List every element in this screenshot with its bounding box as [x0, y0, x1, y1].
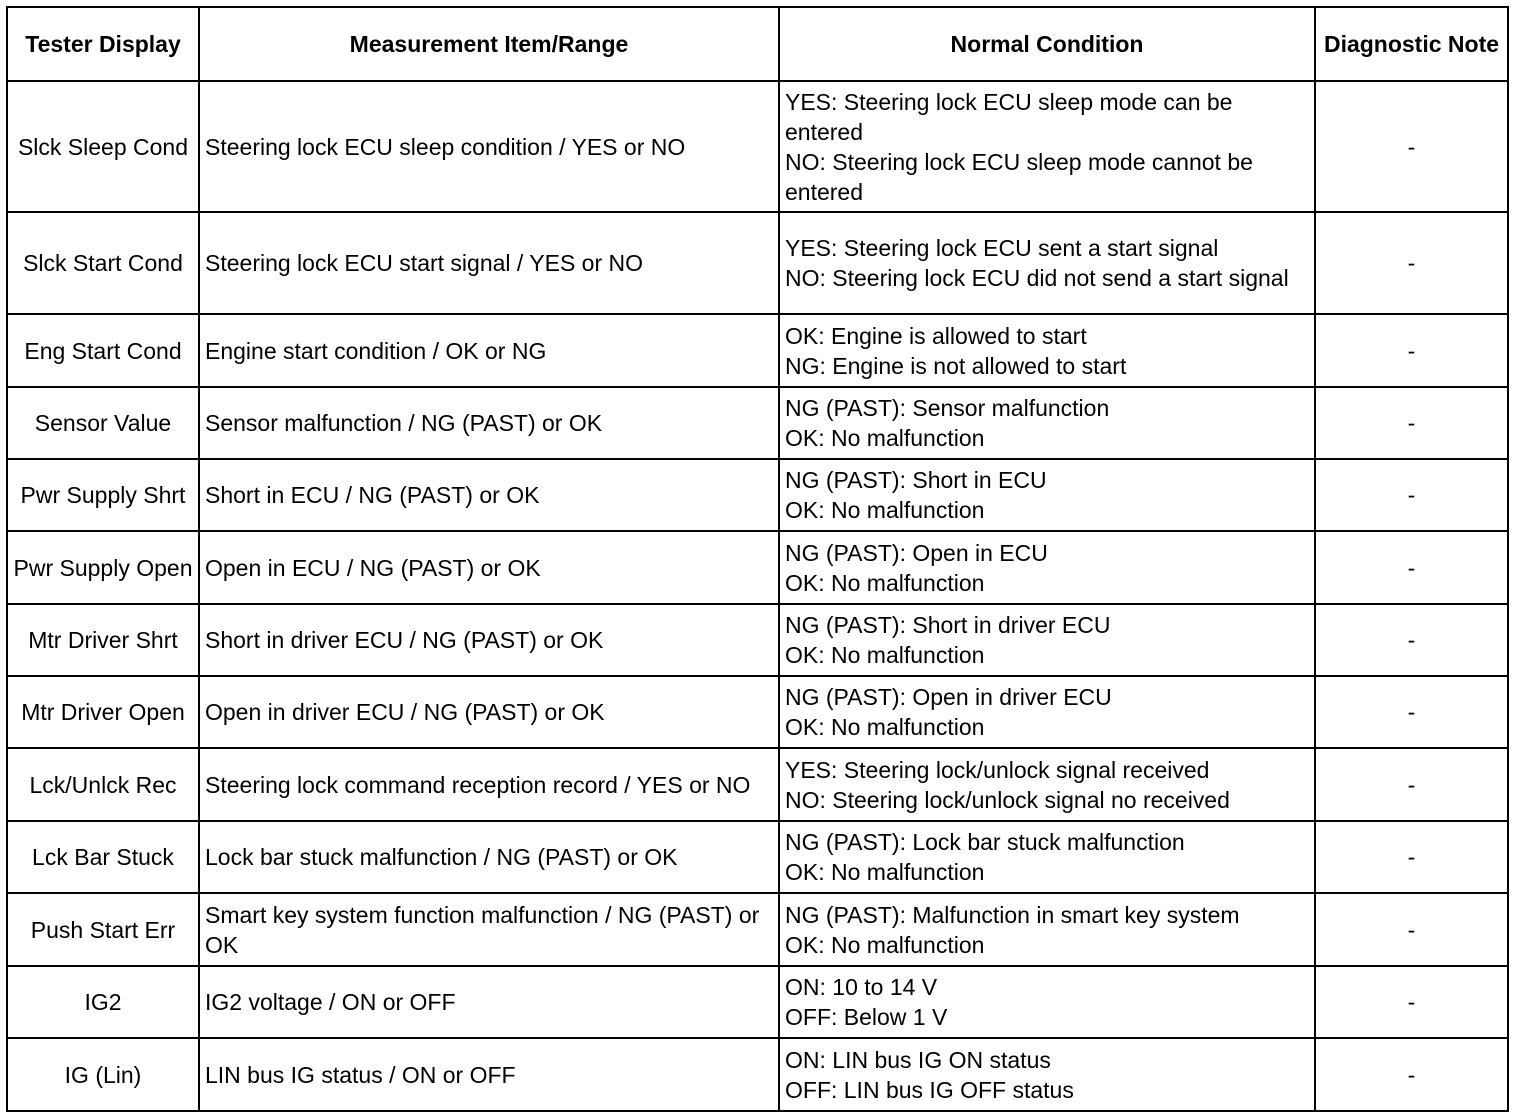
measurement-item-cell: Steering lock ECU start signal / YES or NO [199, 212, 779, 314]
tester-display-cell: Slck Sleep Cond [7, 81, 199, 212]
diagnostic-note-cell: - [1315, 387, 1508, 459]
normal-condition-line: YES: Steering lock ECU sent a start signal [785, 235, 1219, 261]
normal-condition-line: OK: No malfunction [785, 931, 985, 958]
normal-condition-line: OK: No malfunction [785, 569, 985, 596]
normal-condition-line: ON: 10 to 14 V [785, 974, 938, 1000]
normal-condition-line: OK: Engine is allowed to start [785, 322, 1087, 349]
normal-condition-line: NG (PAST): Lock bar stuck malfunction [785, 829, 1185, 855]
normal-condition-line: OK: No malfunction [785, 859, 985, 885]
normal-condition-cell [779, 531, 1315, 604]
measurement-item-cell: Open in driver ECU / NG (PAST) or OK [199, 676, 779, 748]
table-row [7, 212, 1508, 314]
table-row [7, 314, 1508, 387]
normal-condition-cell [779, 459, 1315, 531]
tester-display-cell: Push Start Err [7, 893, 199, 966]
measurement-item-cell: Open in ECU / NG (PAST) or OK [199, 531, 779, 604]
diagnostic-note-cell: - [1315, 81, 1508, 212]
normal-condition-cell [779, 1038, 1315, 1111]
normal-condition-line: OK: No malfunction [785, 425, 985, 451]
normal-condition-line: NG (PAST): Short in ECU [785, 467, 1047, 493]
normal-condition-line: OK: No malfunction [785, 714, 985, 740]
tester-display-cell: Pwr Supply Shrt [7, 459, 199, 531]
tester-display-cell: IG2 [7, 966, 199, 1038]
table-row [7, 531, 1508, 604]
table-row [7, 459, 1508, 531]
diagnostic-note-cell: - [1315, 314, 1508, 387]
table-row [7, 81, 1508, 212]
normal-condition-line: NO: Steering lock ECU sleep mode cannot be entered [785, 148, 1253, 205]
tester-display-cell: Eng Start Cond [7, 314, 199, 387]
table-row [7, 1038, 1508, 1111]
table-header [7, 7, 1508, 81]
table-row [7, 604, 1508, 676]
measurement-item-cell: IG2 voltage / ON or OFF [199, 966, 779, 1038]
tester-display-cell: Sensor Value [7, 387, 199, 459]
tester-display-cell: Lck/Unlck Rec [7, 748, 199, 821]
tester-display-cell: Pwr Supply Open [7, 531, 199, 604]
measurement-item-cell: Smart key system function malfunction / NG (PAST) or OK [199, 893, 779, 966]
normal-condition-cell [779, 821, 1315, 893]
diagnostic-note-cell: - [1315, 821, 1508, 893]
diagnostic-note-cell: - [1315, 459, 1508, 531]
normal-condition-line: YES: Steering lock ECU sleep mode can be entered [785, 88, 1233, 145]
normal-condition-cell [779, 748, 1315, 821]
normal-condition-cell [779, 676, 1315, 748]
tester-display-cell: Mtr Driver Shrt [7, 604, 199, 676]
normal-condition-line: OK: No malfunction [785, 642, 985, 668]
normal-condition-cell [779, 314, 1315, 387]
measurement-item-cell: Lock bar stuck malfunction / NG (PAST) or OK [199, 821, 779, 893]
diagnostic-note-cell: - [1315, 748, 1508, 821]
header-measurement-item: Measurement Item/Range [199, 7, 779, 81]
normal-condition-line: NO: Steering lock ECU did not send a start signal [785, 265, 1289, 291]
measurement-item-cell: Steering lock ECU sleep condition / YES or NO [199, 81, 779, 212]
normal-condition-cell [779, 893, 1315, 966]
normal-condition-line: OFF: LIN bus IG OFF status [785, 1076, 1074, 1103]
table-row [7, 676, 1508, 748]
table-body [7, 81, 1508, 1111]
tester-display-cell: Slck Start Cond [7, 212, 199, 314]
normal-condition-line: OFF: Below 1 V [785, 1004, 948, 1030]
measurement-item-cell: Short in ECU / NG (PAST) or OK [199, 459, 779, 531]
header-tester-display: Tester Display [7, 7, 199, 81]
tester-display-cell: IG (Lin) [7, 1038, 199, 1111]
tester-data-table [6, 6, 1509, 1112]
measurement-item-cell: Sensor malfunction / NG (PAST) or OK [199, 387, 779, 459]
normal-condition-cell [779, 212, 1315, 314]
normal-condition-line: NG (PAST): Open in ECU [785, 539, 1048, 566]
table-row [7, 821, 1508, 893]
normal-condition-line: ON: LIN bus IG ON status [785, 1046, 1051, 1073]
table-row [7, 893, 1508, 966]
header-normal-condition: Normal Condition [779, 7, 1315, 81]
normal-condition-line: NG (PAST): Short in driver ECU [785, 612, 1111, 638]
diagnostic-note-cell: - [1315, 676, 1508, 748]
normal-condition-line: NG (PAST): Sensor malfunction [785, 395, 1110, 421]
normal-condition-line: OK: No malfunction [785, 497, 985, 523]
measurement-item-cell: Steering lock command reception record / YES or NO [199, 748, 779, 821]
table-row [7, 748, 1508, 821]
diagnostic-note-cell: - [1315, 893, 1508, 966]
normal-condition-cell [779, 604, 1315, 676]
normal-condition-line: NG: Engine is not allowed to start [785, 352, 1127, 379]
measurement-item-cell: LIN bus IG status / ON or OFF [199, 1038, 779, 1111]
diagnostic-note-cell: - [1315, 1038, 1508, 1111]
diagnostic-note-cell: - [1315, 531, 1508, 604]
header-row [7, 7, 1508, 81]
normal-condition-cell [779, 387, 1315, 459]
normal-condition-cell [779, 966, 1315, 1038]
diagnostic-note-cell: - [1315, 604, 1508, 676]
normal-condition-line: NO: Steering lock/unlock signal no received [785, 786, 1230, 813]
normal-condition-line: YES: Steering lock/unlock signal received [785, 756, 1210, 783]
diagnostic-note-cell: - [1315, 966, 1508, 1038]
diagnostic-note-cell: - [1315, 212, 1508, 314]
normal-condition-line: NG (PAST): Malfunction in smart key system [785, 901, 1240, 928]
measurement-item-cell: Short in driver ECU / NG (PAST) or OK [199, 604, 779, 676]
header-diagnostic-note: Diagnostic Note [1315, 7, 1508, 81]
normal-condition-cell [779, 81, 1315, 212]
tester-display-cell: Mtr Driver Open [7, 676, 199, 748]
measurement-item-cell: Engine start condition / OK or NG [199, 314, 779, 387]
table-row [7, 966, 1508, 1038]
normal-condition-line: NG (PAST): Open in driver ECU [785, 684, 1112, 710]
table-row [7, 387, 1508, 459]
tester-display-cell: Lck Bar Stuck [7, 821, 199, 893]
